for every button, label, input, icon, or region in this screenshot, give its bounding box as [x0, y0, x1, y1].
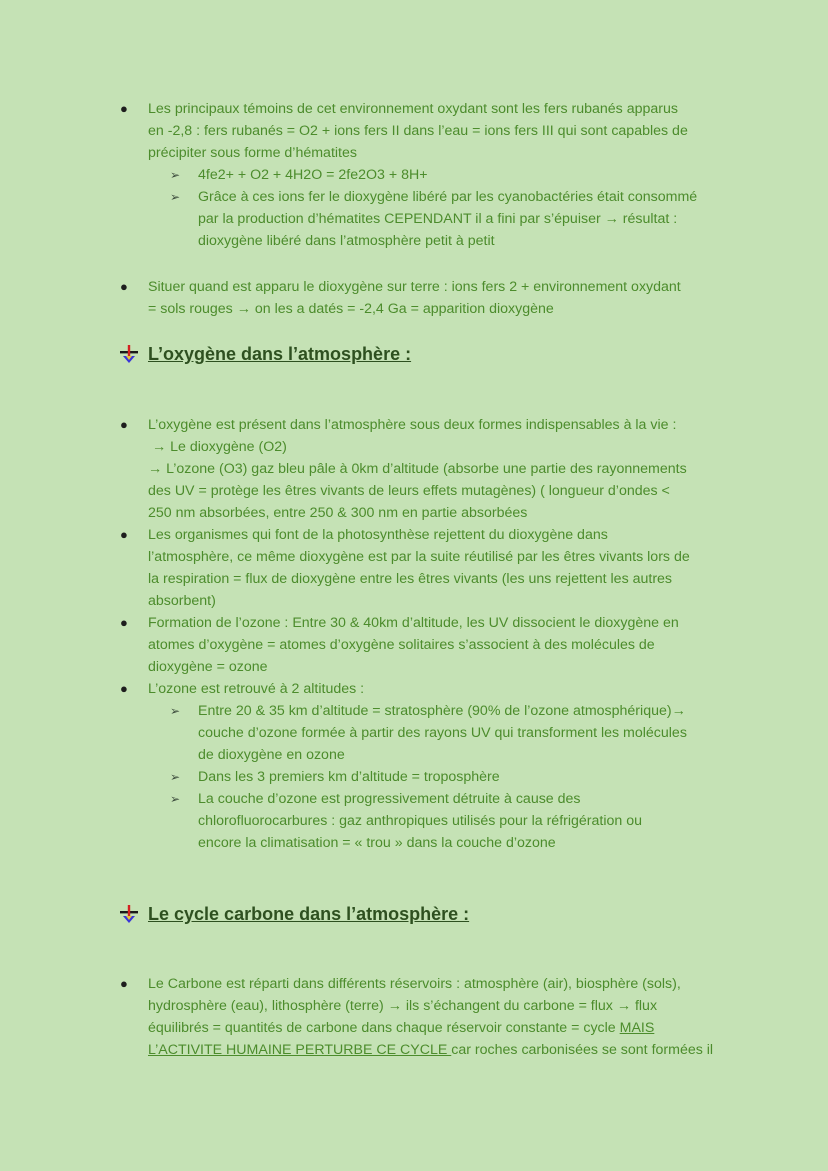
text-line: Les principaux témoins de cet environnement oxydant sont les fers rubanés apparus — [148, 101, 678, 117]
text-segment: car roches carbonisées se sont formées il — [451, 1042, 714, 1058]
emphasis-mais: MAIS — [619, 1020, 655, 1036]
arrow-bullet-icon: ➢ — [170, 770, 181, 784]
bullet-icon: ● — [120, 976, 128, 991]
section-heading: Le cycle carbone dans l’atmosphère : — [148, 904, 470, 924]
text-segment: équilibrés = quantités de carbone dans chaque réservoir constante = cycle — [148, 1020, 620, 1036]
list-item — [120, 678, 740, 700]
text-line: en -2,8 : fers rubanés = O2 + ions fers II dans l’eau = ions fers III qui sont capables de — [148, 123, 688, 139]
text-line: chlorofluorocarbures : gaz anthropiques utilisés pour la réfrigération ou — [198, 813, 643, 829]
sub-list-item — [170, 186, 740, 252]
text-line: des UV = protège les êtres vivants de leurs effets mutagènes) ( longueur d’ondes < — [148, 483, 670, 499]
text-line: L’oxygène est présent dans l’atmosphère sous deux formes indispensables à la vie : — [148, 417, 677, 433]
section-carbon — [120, 973, 740, 1061]
bullet-icon: ● — [120, 681, 128, 696]
text-line: encore la climatisation = « trou » dans la couche d’ozone — [198, 835, 556, 851]
arrow-down-icon — [118, 344, 140, 364]
text-line: Les organismes qui font de la photosynthèse rejettent du dioxygène dans — [148, 527, 608, 543]
text-line: couche d’ozone formée à partir des rayons UV qui transforment les molécules — [198, 725, 687, 741]
text-line: dioxygène libéré dans l’atmosphère petit à petit — [198, 233, 495, 249]
list-item — [120, 98, 740, 164]
text-line: dioxygène = ozone — [148, 659, 268, 675]
section-heading: L’oxygène dans l’atmosphère : — [148, 344, 412, 364]
bullet-icon: ● — [120, 615, 128, 630]
text-line: atomes d’oxygène = atomes d’oxygène solitaires s’associent à des molécules de — [148, 637, 655, 653]
sub-list-item — [170, 788, 740, 854]
text-line: Situer quand est apparu le dioxygène sur terre : ions fers 2 + environnement oxydant — [148, 279, 681, 295]
list-item — [120, 414, 740, 524]
arrow-bullet-icon: ➢ — [170, 792, 181, 806]
text-line: → Le dioxygène (O2) — [152, 439, 287, 455]
heading-oxygen — [118, 343, 411, 365]
text-line: Le Carbone est réparti dans différents réservoirs : atmosphère (air), biosphère (sols), — [148, 976, 681, 992]
bullet-icon: ● — [120, 527, 128, 542]
list-item — [120, 524, 740, 612]
bullet-icon: ● — [120, 101, 128, 116]
text-line: absorbent) — [148, 593, 216, 609]
text-line: 250 nm absorbées, entre 250 & 300 nm en partie absorbées — [148, 505, 528, 521]
list-item — [120, 276, 740, 320]
section-oxidation — [120, 98, 740, 252]
text-line — [148, 1017, 740, 1039]
bullet-icon: ● — [120, 417, 128, 432]
sub-list-item — [170, 700, 740, 766]
bullet-icon: ● — [120, 279, 128, 294]
arrow-bullet-icon: ➢ — [170, 704, 181, 718]
arrow-bullet-icon: ➢ — [170, 190, 181, 204]
text-line: la respiration = flux de dioxygène entre les êtres vivants (les uns rejettent les autres — [148, 571, 673, 587]
list-item — [120, 612, 740, 678]
text-line: de dioxygène en ozone — [198, 747, 345, 763]
text-line: Formation de l’ozone : Entre 30 & 40km d’altitude, les UV dissocient le dioxygène en — [148, 615, 679, 631]
text-line: La couche d’ozone est progressivement détruite à cause des — [198, 791, 581, 807]
text-line: 4fe2+ + O2 + 4H2O = 2fe2O3 + 8H+ — [198, 167, 428, 183]
text-line: l’atmosphère, ce même dioxygène est par la suite réutilisé par les êtres vivants lors de — [148, 549, 690, 565]
arrow-bullet-icon: ➢ — [170, 168, 181, 182]
emphasis-human-activity: L’ACTIVITE HUMAINE PERTURBE CE CYCLE — [148, 1042, 452, 1058]
text-line: Dans les 3 premiers km d’altitude = troposphère — [198, 769, 500, 785]
text-line: Entre 20 & 35 km d’altitude = stratosphère (90% de l’ozone atmosphérique)→ — [198, 703, 686, 719]
text-line: → L’ozone (O3) gaz bleu pâle à 0km d’altitude (absorbe une partie des rayonnements — [148, 461, 687, 477]
sub-list-item — [170, 164, 740, 186]
text-line: hydrosphère (eau), lithosphère (terre) → ils s’échangent du carbone = flux → flux — [148, 998, 658, 1014]
section-oxygen — [120, 414, 740, 854]
section-oxygen-appearance — [120, 276, 740, 320]
text-line: par la production d’hématites CEPENDANT il a fini par s’épuiser → résultat : — [198, 211, 678, 227]
text-line: précipiter sous forme d’hématites — [148, 145, 357, 161]
heading-carbon — [118, 903, 469, 925]
text-line: Grâce à ces ions fer le dioxygène libéré par les cyanobactéries était consommé — [198, 189, 698, 205]
arrow-down-icon — [118, 904, 140, 924]
list-item — [120, 973, 740, 1061]
text-line: L’ozone est retrouvé à 2 altitudes : — [148, 681, 365, 697]
text-line: = sols rouges → on les a datés = -2,4 Ga = apparition dioxygène — [148, 301, 554, 317]
text-line — [148, 1039, 740, 1061]
sub-list-item — [170, 766, 740, 788]
